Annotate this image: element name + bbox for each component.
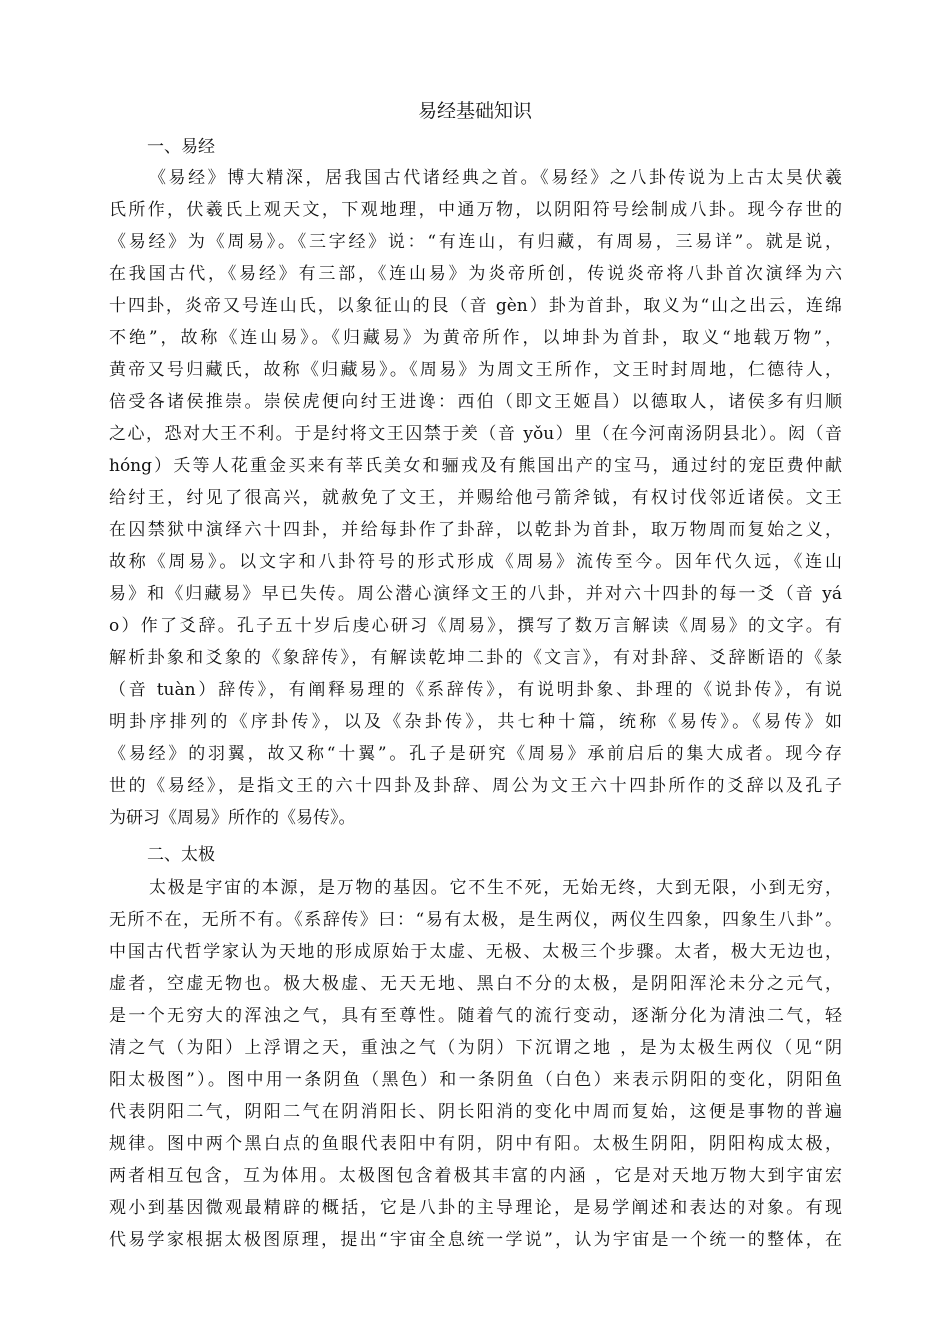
text-line: 之心，恐对大王不利。于是纣将文王囚禁于羑（音 yǒu）里（在今河南汤阴县北）。闳（音 bbox=[109, 424, 842, 444]
text-line: 太极是宇宙的本源，是万物的基因。它不生不死，无始无终，大到无限，小到无穷， bbox=[149, 878, 842, 898]
text-line: 《易经》的羽翼，故又称“十翼”。孔子是研究《周易》承前启后的集大成者。现今存 bbox=[109, 744, 842, 764]
text-line: 《易经》博大精深，居我国古代诸经典之首。《易经》之八卦传说为上古太昊伏羲 bbox=[149, 168, 842, 188]
text-line: 给纣王，纣见了很高兴，就赦免了文王，并赐给他弓箭斧钺，有权讨伐邻近诸侯。文王 bbox=[109, 488, 842, 508]
text-line: 虚者，空虚无物也。极大极虚、无天无地、黑白不分的太极，是阴阳浑沦未分之元气， bbox=[109, 974, 842, 994]
text-line: 在囚禁狱中演绎六十四卦，并给每卦作了卦辞，以乾卦为首卦，取万物周而复始之义， bbox=[109, 520, 842, 540]
text-line: 世的《易经》，是指文王的六十四卦及卦辞、周公为文王六十四卦所作的爻辞以及孔子 bbox=[109, 776, 842, 796]
text-line: 清之气（为阳）上浮谓之天，重浊之气（为阴）下沉谓之地 ，是为太极生两仪（见“阴 bbox=[109, 1038, 842, 1058]
text-line: 氏所作，伏羲氏上观天文，下观地理，中通万物，以阴阳符号绘制成八卦。现今存世的 bbox=[109, 200, 842, 220]
text-line: 观小到基因微观最精辟的概括，它是八卦的主导理论，是易学阐述和表达的对象。有现 bbox=[109, 1198, 842, 1218]
text-line: 不绝”，故称《连山易》。《归藏易》为黄帝所作，以坤卦为首卦，取义“地载万物”， bbox=[109, 328, 842, 348]
text-line: 解析卦象和爻象的《象辞传》，有解读乾坤二卦的《文言》，有对卦辞、爻辞断语的《彖 bbox=[109, 648, 842, 668]
text-line: 两者相互包含，互为体用。太极图包含着极其丰富的内涵 ，它是对天地万物大到宇宙宏 bbox=[109, 1166, 842, 1186]
text-line: 《易经》为《周易》。《三字经》说：“有连山，有归藏，有周易，三易详”。就是说， bbox=[109, 232, 842, 252]
text-line: 代易学家根据太极图原理，提出“宇宙全息统一学说”，认为宇宙是一个统一的整体，在 bbox=[109, 1230, 842, 1250]
section-paragraph-taiji bbox=[109, 872, 842, 1256]
text-line: 无所不在，无所不有。《系辞传》曰：“易有太极，是生两仪，两仪生四象，四象生八卦”。 bbox=[109, 910, 842, 930]
text-line: 中国古代哲学家认为天地的形成原始于太虚、无极、太极三个步骤。太者，极大无边也， bbox=[109, 942, 842, 962]
text-line: 阳太极图”）。图中用一条阴鱼（黑色）和一条阴鱼（白色）来表示阴阳的变化，阴阳鱼 bbox=[109, 1070, 842, 1090]
text-line: 规律。图中两个黑白点的鱼眼代表阳中有阴，阴中有阳。太极生阴阳，阴阳构成太极， bbox=[109, 1134, 842, 1154]
document-title: 易经基础知识 bbox=[417, 100, 532, 122]
text-line: （音 tuàn）辞传》，有阐释易理的《系辞传》，有说明卦象、卦理的《说卦传》，有说 bbox=[109, 680, 842, 700]
text-line: 易》和《归藏易》早已失传。周公潜心演绎文王的八卦，并对六十四卦的每一爻（音 yá bbox=[109, 584, 842, 604]
text-line: 故称《周易》。以文字和八卦符号的形式形成《周易》流传至今。因年代久远，《连山 bbox=[109, 552, 842, 572]
text-line: 代表阴阳二气，阴阳二气在阴消阳长、阴长阳消的变化中周而复始，这便是事物的普遍 bbox=[109, 1102, 842, 1122]
text-line: 为研习《周易》所作的《易传》。 bbox=[109, 808, 356, 828]
text-line: 在我国古代，《易经》有三部，《连山易》为炎帝所创，传说炎帝将八卦首次演绎为六 bbox=[109, 264, 842, 284]
text-line: 是一个无穷大的浑浊之气，具有至尊性。随着气的流行变动，逐渐分化为清浊二气，轻 bbox=[109, 1006, 842, 1026]
text-line: 倍受各诸侯推崇。崇侯虎便向纣王进谗：西伯（即文王姬昌）以德取人，诸侯多有归顺 bbox=[109, 392, 842, 412]
section-heading-yijing: 一、易经 bbox=[147, 137, 215, 157]
section-paragraph-yijing bbox=[109, 162, 842, 834]
text-line: o）作了爻辞。孔子五十岁后虔心研习《周易》，撰写了数万言解读《周易》的文字。有 bbox=[109, 616, 842, 636]
section-heading-taiji: 二、太极 bbox=[147, 845, 215, 865]
text-line: 黄帝又号归藏氏，故称《归藏易》。《周易》为周文王所作，文王时封周地，仁德待人， bbox=[109, 360, 842, 380]
text-line: hóng）夭等人花重金买来有莘氏美女和骊戎及有熊国出产的宝马，通过纣的宠臣费仲献 bbox=[109, 456, 842, 476]
text-line: 十四卦，炎帝又号连山氏，以象征山的艮（音 gèn）卦为首卦，取义为“山之出云，连绵 bbox=[109, 296, 842, 316]
text-line: 明卦序排列的《序卦传》，以及《杂卦传》，共七种十篇，统称《易传》。《易传》如 bbox=[109, 712, 842, 732]
